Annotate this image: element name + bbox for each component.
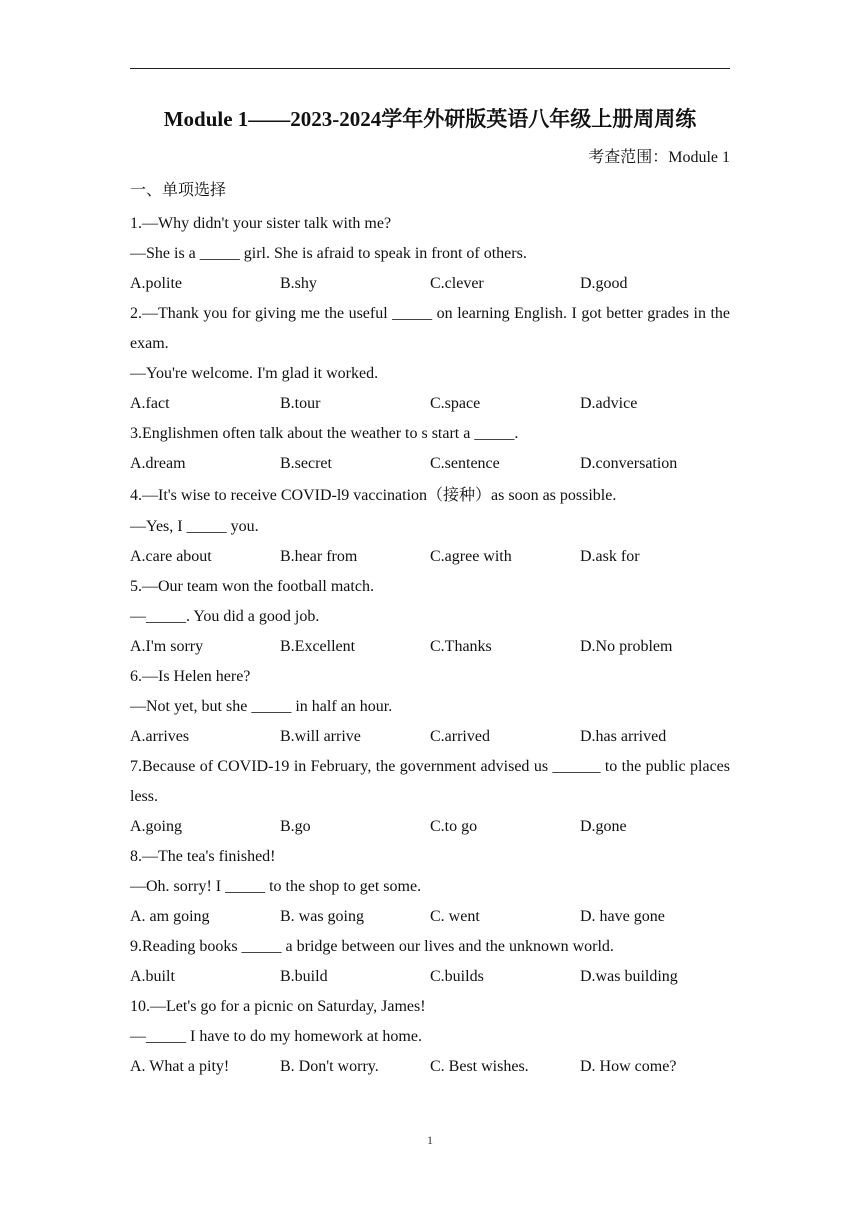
question-text: —Yes, I _____ you. [130, 518, 259, 535]
option-a: A.care about [130, 548, 212, 565]
question-text: 5.—Our team won the football match. [130, 578, 374, 595]
option-d: D. How come? [580, 1058, 677, 1075]
question-text: 3.Englishmen often talk about the weather to s start a _____. [130, 425, 519, 442]
option-a: A.dream [130, 455, 186, 472]
question-2 [130, 299, 730, 419]
question-text: 7.Because of COVID-19 in February, the government advised us ______ to the public places less. [130, 758, 730, 805]
option-b: B.tour [280, 395, 321, 412]
question-text: 9.Reading books _____ a bridge between our lives and the unknown world. [130, 938, 614, 955]
question-7 [130, 752, 730, 842]
option-d: D.good [580, 275, 628, 292]
option-d: D.has arrived [580, 728, 667, 745]
option-a: A. What a pity! [130, 1058, 230, 1075]
option-row [130, 389, 730, 419]
option-c: C. went [430, 908, 480, 925]
section-heading: 一、单项选择 [130, 182, 227, 199]
question-5 [130, 572, 730, 662]
header-rule [130, 68, 730, 69]
option-row [130, 812, 730, 842]
option-a: A.going [130, 818, 182, 835]
option-c: C.Thanks [430, 638, 492, 655]
option-d: D.was building [580, 968, 678, 985]
option-row [130, 962, 730, 992]
option-c: C. Best wishes. [430, 1058, 529, 1075]
option-c: C.space [430, 395, 481, 412]
option-d: D.advice [580, 395, 638, 412]
question-9 [130, 932, 730, 992]
question-text: —_____. You did a good job. [130, 608, 320, 625]
question-text: —_____ I have to do my homework at home. [130, 1028, 422, 1045]
option-d: D.gone [580, 818, 627, 835]
option-d: D.ask for [580, 548, 640, 565]
option-b: B.hear from [280, 548, 358, 565]
question-text: 10.—Let's go for a picnic on Saturday, James! [130, 998, 426, 1015]
question-text: —You're welcome. I'm glad it worked. [130, 365, 379, 382]
question-text: 4.—It's wise to receive COVID-l9 vaccination（接种）as soon as possible. [130, 487, 617, 504]
question-10 [130, 992, 730, 1082]
option-a: A.I'm sorry [130, 638, 204, 655]
option-b: B.will arrive [280, 728, 361, 745]
option-b: B. Don't worry. [280, 1058, 379, 1075]
option-d: D.conversation [580, 455, 678, 472]
question-text: 8.—The tea's finished! [130, 848, 276, 865]
option-d: D.No problem [580, 638, 673, 655]
question-1 [130, 209, 730, 299]
option-d: D. have gone [580, 908, 665, 925]
option-b: B.Excellent [280, 638, 356, 655]
option-row [130, 632, 730, 662]
option-row [130, 1052, 730, 1082]
question-text: 2.—Thank you for giving me the useful _____ on learning English. I got better grades in the exam. [130, 305, 730, 352]
document-title: Module 1——2023-2024学年外研版英语八年级上册周周练 [163, 107, 697, 131]
option-c: C.to go [430, 818, 478, 835]
option-row [130, 542, 730, 572]
question-list [130, 209, 730, 1082]
option-b: B.secret [280, 455, 332, 472]
option-b: B.go [280, 818, 311, 835]
question-6 [130, 662, 730, 752]
option-row [130, 269, 730, 299]
option-b: B.build [280, 968, 328, 985]
option-row [130, 902, 730, 932]
question-4 [130, 479, 730, 572]
question-text: 6.—Is Helen here? [130, 668, 251, 685]
option-c: C.clever [430, 275, 484, 292]
question-text: 1.—Why didn't your sister talk with me? [130, 215, 392, 232]
question-text: —Not yet, but she _____ in half an hour. [130, 698, 393, 715]
option-a: A.polite [130, 275, 182, 292]
question-8 [130, 842, 730, 932]
option-a: A.built [130, 968, 175, 985]
option-c: C.builds [430, 968, 484, 985]
question-text: —Oh. sorry! I _____ to the shop to get some. [130, 878, 422, 895]
option-c: C.sentence [430, 455, 500, 472]
page-number: 1 [427, 1133, 433, 1147]
option-a: A. am going [130, 908, 210, 925]
option-row [130, 722, 730, 752]
option-c: C.agree with [430, 548, 512, 565]
exam-scope: 考查范围：Module 1 [588, 149, 730, 166]
option-b: B.shy [280, 275, 317, 292]
question-3 [130, 419, 730, 479]
option-b: B. was going [280, 908, 364, 925]
option-a: A.arrives [130, 728, 190, 745]
option-row [130, 449, 730, 479]
option-c: C.arrived [430, 728, 490, 745]
question-text: —She is a _____ girl. She is afraid to speak in front of others. [130, 245, 527, 262]
option-a: A.fact [130, 395, 170, 412]
